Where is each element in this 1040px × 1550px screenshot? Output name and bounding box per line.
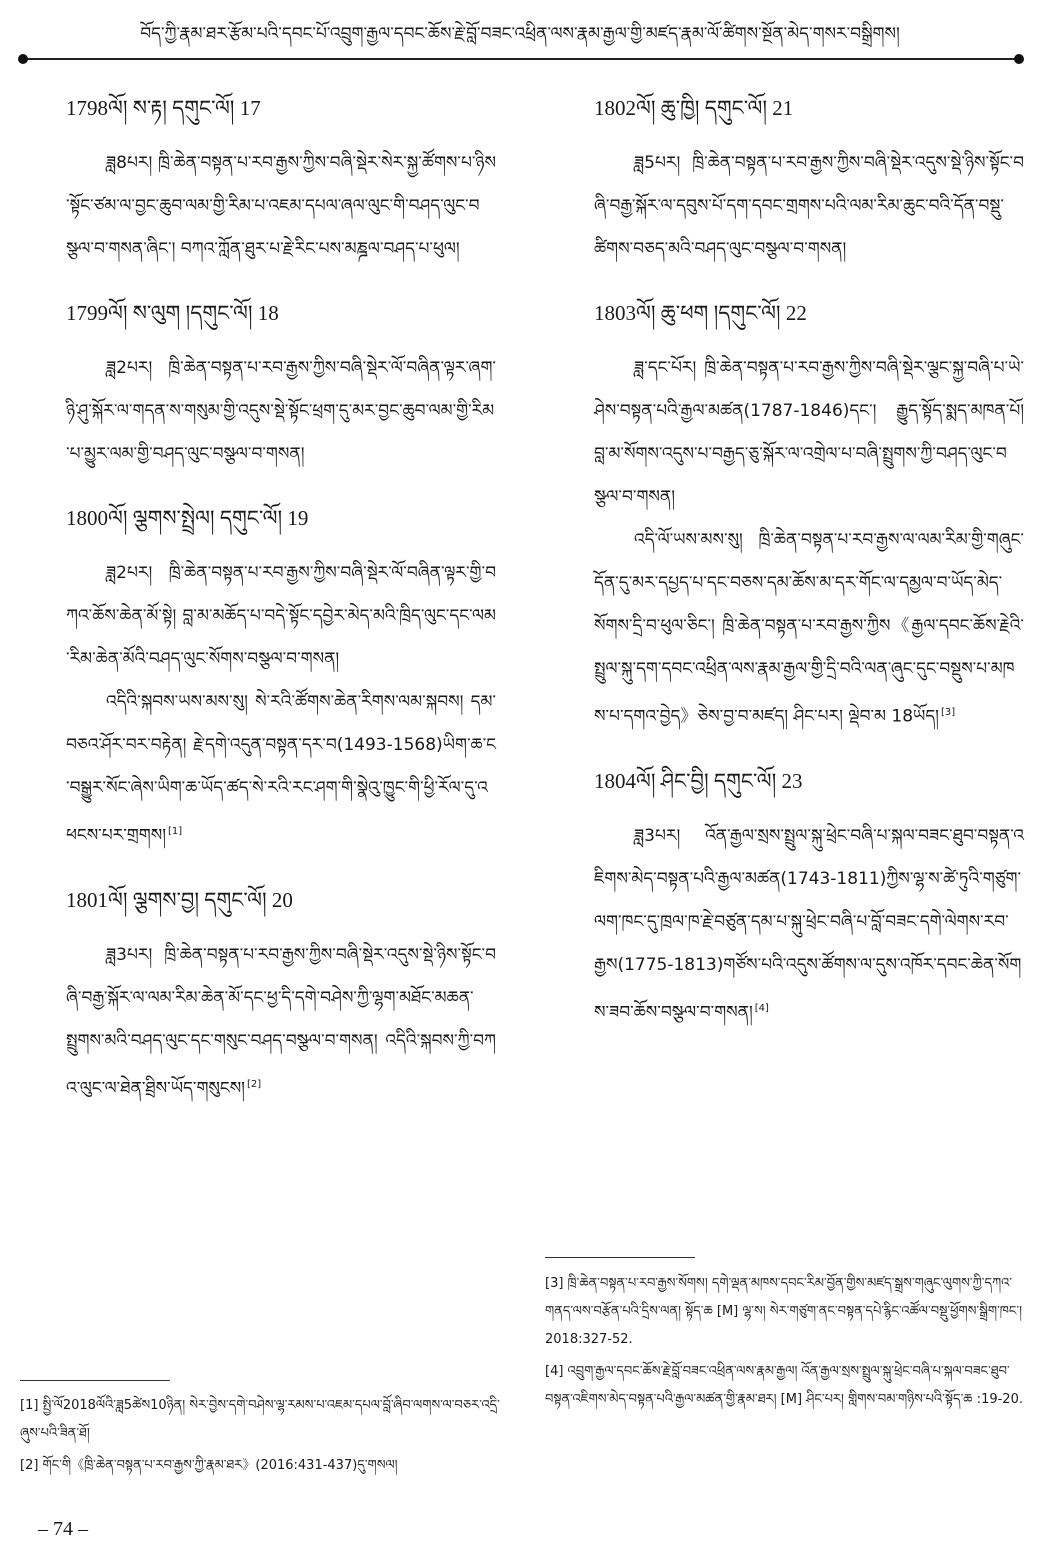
entry-paragraph: ཟླ5པར། ཁྲི་ཆེན་བསྟན་པ་རབ་རྒྱས་ཀྱིས་བཞི་སྡེར་འདུས་སྡེ་ཉིས་སྟོང་བཞི་བརྒྱ་སྐོར་ལ་དབུས་པོ་དག་དབང་གྲགས་པའི་ལམ་རིམ་ཆུང་བའི་དོན་བསྡུ་ཚིགས་བཅད་མའི་བཤད་ལུང་བསྩལ་བ་གསན།: [594, 153, 1024, 259]
entry-1802: [594, 88, 1024, 271]
entry-paragraph: ཟླ2པར། ཁྲི་ཆེན་བསྟན་པ་རབ་རྒྱས་ཀྱིས་བཞི་སྡེར་ལོ་བཞིན་ལྟར་ཞག་ཉི་ཤུ་སྐོར་ལ་གདན་ས་གསུམ་གྱི་འདུས་སྡེ་སྟོང་ཕྲག་དུ་མར་བྱང་ཆུབ་ལམ་གྱི་རིམ་པ་མྱུར་ལམ་གྱི་བཤད་ལུང་བསྩལ་བ་གསན།: [66, 358, 496, 464]
entry-heading: 1804ལོ། ཤིང་བྱི། དགུང་ལོ། 23: [594, 768, 803, 793]
entry-1801: [66, 880, 496, 1111]
entry-1803: [594, 293, 1024, 739]
left-column: [66, 88, 496, 1132]
entry-heading: 1800ལོ། ལྕགས་སྤྲེལ། དགུང་ལོ། 19: [66, 506, 309, 530]
entry-1800: [66, 498, 496, 858]
paragraph-text: འདིའི་སྐབས་ཡས་མས་སུ། སེ་རའི་ཚོགས་ཆེན་རིགས་ལམ་སྐབས། དམ་བཅའ་ཤོར་བར་བརྟེན། རྗེ་དགེ་འདུན་བསྟན་དར་བ(1493-1568)ཡིག་ཆ་ང་བསྒྱུར་སོང་ཞེས་ཡིག་ཆ་ཡོད་ཚད་སེ་རའི་རང་ཤག་གི་སྣེའུ་ཁྱུང་གི་ཕྱི་རོལ་དུ་འཕངས་པར་གྲགས།: [66, 692, 496, 846]
paragraph-text: ཟླ3པར། ཁྲི་ཆེན་བསྟན་པ་རབ་རྒྱས་ཀྱིས་བཞི་སྡེར་འདུས་སྡེ་ཉིས་སྟོང་བཞི་བརྒྱ་སྐོར་ལ་ལམ་རིམ་ཆེན་མོ་དང་ཕྱ་དི་དགེ་བཤེས་ཀྱི་ལྷག་མཐོང་མཆན་སྤྲུགས་མའི་བཤད་ལུང་དང་གསུང་བཤད་བསྩལ་བ་གསན། འདིའི་སྐབས་ཀྱི་བཀའ་ལུང་ལ་ཐེན་ཐྲིས་ཡོད་གསུངས།: [66, 944, 496, 1099]
footnotes-right: [545, 1270, 1025, 1418]
paragraph-text: འདི་ལོ་ཡས་མས་སུ། ཁྲི་ཆེན་བསྟན་པ་རབ་རྒྱས་ལ་ལམ་རིམ་གྱི་གཞུང་དོན་དུ་མར་དཔྱད་པ་དང་བཅས་དམ་ཆོས་མ་དར་གོང་ལ་དམྱལ་བ་ཡོད་མེད་སོགས་དྲི་བ་ཕུལ་ཅིང་། ཁྲི་ཆེན་བསྟན་པ་རབ་རྒྱས་ཀྱིས《རྒྱལ་དབང་ཆོས་རྗེའི་སྤྲུལ་སྐུ་དག་དབང་འཕྲིན་ལས་རྣམ་རྒྱལ་གྱི་དྲི་བའི་ལན་ཞུང་དུང་བསྡུས་པ་མཁས་པ་དགའ་བྱེད》ཅེས་བྱ་བ་མཛད། ཤིང་པར། ལྡེབ་མ 18ཡོད།: [594, 530, 1024, 727]
page-number: – 74 –: [38, 1518, 88, 1540]
footnote-3: [3] ཁྲི་ཆེན་བསྟན་པ་རབ་རྒྱས་སོགས། དགེ་ལྡན་མཁས་དབང་རིམ་བྱོན་གྱིས་མཛད་སྒྲས་གཞུང་ལུགས་ཀྱི་དཀའ་གནད་ལས་བརྩོན་པའི་དྲིས་ལན། སྟོད་ཆ [M] ལྷ་ས། སེར་གཙུག་ནང་བསྟན་དཔེ་རྙིང་འཚོལ་བསྡུ་ཕྱོགས་སྒྲིག་ཁང་། 2018:327-52.: [545, 1276, 1023, 1347]
entry-1798: [66, 88, 496, 271]
footnote-rule-right: [545, 1257, 695, 1258]
entry-heading: 1802ལོ། ཆུ་ཁྱི། དགུང་ལོ། 21: [594, 96, 794, 120]
footnote-marker[interactable]: [2]: [246, 1078, 262, 1090]
paragraph-text: ཟླ3པར། འོན་རྒྱལ་སྲས་སྤྲུལ་སྐུ་ཕྲེང་བཞི་པ་སྐལ་བཟང་ཐུབ་བསྟན་འཇིགས་མེད་བསྟན་པའི་རྒྱལ་མཚན(1743-1811)ཀྱིས་ལྷ་ས་ཚེ་ཏུའི་གཙུག་ལག་ཁང་དུ་ཁྲལ་ཁ་རྗེ་བཙུན་དམ་པ་སྐུ་ཕྲེང་བཞི་པ་བློ་བཟང་དགེ་ལེགས་རབ་རྒྱས(1775-1813)གཙོས་པའི་འདུས་ཚོགས་ལ་དུས་འཁོར་དབང་ཆེན་སོགས་ཟབ་ཆོས་བསྩལ་བ་གསན།: [594, 825, 1024, 1023]
footnote-marker[interactable]: [4]: [754, 1002, 769, 1014]
footnote-marker[interactable]: [1]: [168, 826, 183, 837]
entry-heading: 1798ལོ། ས་རྟ། དགུང་ལོ། 17: [66, 96, 261, 120]
footnote-rule-left: [20, 1380, 170, 1381]
right-column: [594, 88, 1024, 1056]
header-rule-right-dot: [1014, 54, 1024, 64]
footnote-2: [2] གོང་གི《ཁྲི་ཆེན་བསྟན་པ་རབ་རྒྱས་ཀྱི་རྣམ་ཐར》(2016:431-437)དུ་གསལ།: [20, 1458, 398, 1473]
entry-paragraph: [594, 519, 1024, 739]
header-rule-left-dot: [18, 54, 28, 64]
entry-1804: [594, 761, 1024, 1035]
entry-1799: [66, 293, 496, 476]
header-rule: [24, 58, 1018, 60]
entry-heading: 1799ལོ། ས་ལུག །དགུང་ལོ། 18: [66, 301, 279, 325]
footnote-4: [4] འབྲུག་རྒྱལ་དབང་ཆོས་རྗེ་བློ་བཟང་འཕྲིན་ལས་རྣམ་རྒྱལ། འོན་རྒྱལ་སྲས་སྤྲུལ་སྐུ་ཕྲེང་བཞི་པ་སྐལ་བཟང་ཐུབ་བསྟན་འཇིགས་མེད་བསྟན་པའི་རྒྱལ་མཚན་གྱི་རྣམ་ཐར། [M] ཤིང་པར། གླིགས་བམ་གཉིས་པའི་སྟོད་ཆ :19-20.: [545, 1364, 1023, 1407]
entry-heading: 1803ལོ། ཆུ་ཕག །དགུང་ལོ། 22: [594, 301, 807, 325]
entry-paragraph: ཟླ8པར། ཁྲི་ཆེན་བསྟན་པ་རབ་རྒྱས་ཀྱིས་བཞི་སྡེར་སེར་སྐྱ་ཚོགས་པ་ཉིས་སྟོང་ཙམ་ལ་བྱང་ཆུབ་ལམ་གྱི་རིམ་པ་འཇམ་དཔལ་ཞལ་ལུང་གི་བཤད་ལུང་བསྩལ་བ་གསན་ཞིང་། བཀའ་ཀློན་ཐུར་པ་རྗེ་རིང་པས་མཎྜལ་བཤད་པ་ཕུལ།: [66, 153, 496, 259]
entry-paragraph: [594, 815, 1024, 1035]
entry-paragraph: ཟླ་དང་པོར། ཁྲི་ཆེན་བསྟན་པ་རབ་རྒྱས་ཀྱིས་བཞི་སྡེར་ལྕང་སྐྱ་བཞི་པ་ཡེ་ཤེས་བསྟན་པའི་རྒྱལ་མཚན(1787-1846)དང་། རྒྱུད་སྟོད་སྨད་མཁན་པོ། བླ་མ་སོགས་འདུས་པ་བརྒྱད་ཅུ་སྐོར་ལ་འགྲེལ་པ་བཞི་སྤྲུགས་ཀྱི་བཤད་ལུང་བསྩལ་བ་གསན།: [594, 358, 1024, 507]
entry-paragraph: ཟླ2པར། ཁྲི་ཆེན་བསྟན་པ་རབ་རྒྱས་ཀྱིས་བཞི་སྡེར་ལོ་བཞིན་ལྟར་གྱི་བཀའ་ཆོས་ཆེན་མོ་སྟེ། བླ་མ་མཆོད་པ་བདེ་སྟོང་དབྱེར་མེད་མའི་ཁྲིད་ལུང་དང་ལམ་རིམ་ཆེན་མོའི་བཤད་ལུང་སོགས་བསྩལ་བ་གསན།: [66, 563, 496, 669]
footnotes-left: [20, 1392, 500, 1484]
running-header: བོད་ཀྱི་རྣམ་ཐར་རྩོམ་པའི་དབང་པོ་འབྲུག་རྒྱལ་དབང་ཆོས་རྗེ་བློ་བཟང་འཕྲིན་ལས་རྣམ་རྒྱལ་གྱི་མཛད་རྣམ་ལོ་ཚིགས་སྔོན་མེད་གསར་བསྒྲིགས།: [140, 24, 900, 44]
footnote-marker[interactable]: [3]: [940, 707, 956, 718]
entry-heading: 1801ལོ། ལྕགས་བྱ། དགུང་ལོ། 20: [66, 887, 293, 912]
entry-paragraph: [66, 934, 496, 1111]
entry-paragraph: [66, 681, 496, 858]
footnote-1: [1] སྤྱི་ལོ2018ལོའི་ཟླ5ཚེས10ཉིན། སེར་བྱེས་དགེ་བཤེས་ལྷ་རམས་པ་འཇམ་དཔལ་བློ་ཞིབ་ལགས་ལ་བཅར་འདྲི་ཞུས་པའི་ཟིན་ཐོ།: [20, 1398, 500, 1441]
